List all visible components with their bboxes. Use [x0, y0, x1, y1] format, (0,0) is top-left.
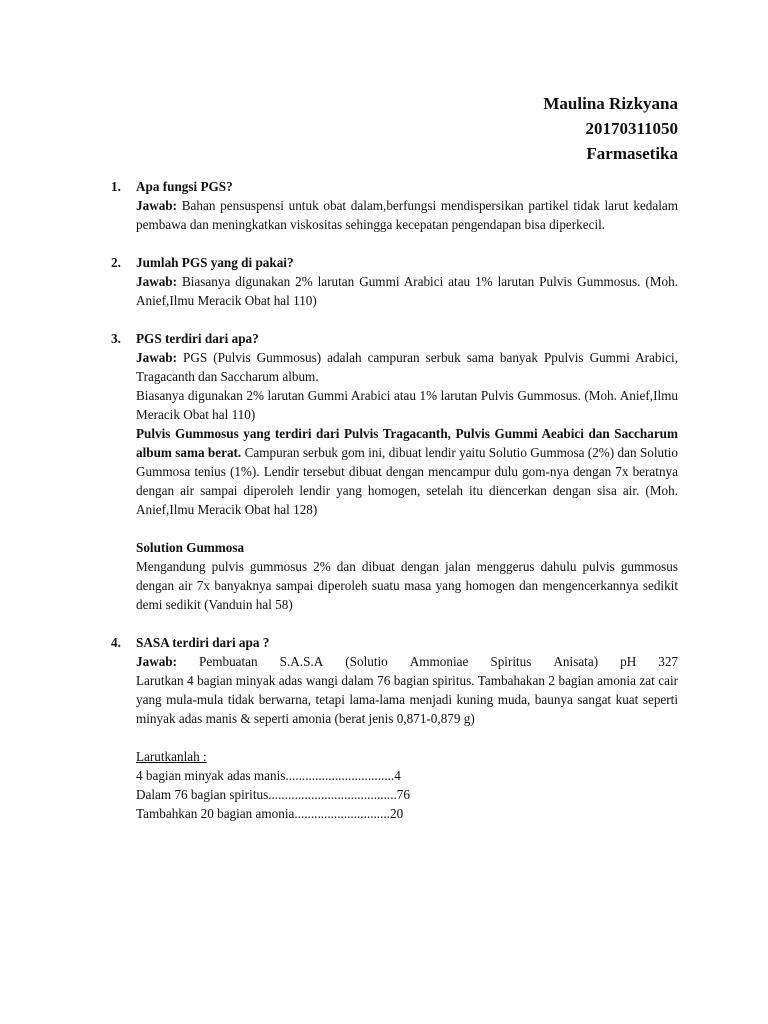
question-number: 2.: [111, 255, 121, 270]
answer-text: Bahan pensuspensi untuk obat dalam,berfungsi mendispersikan partikel tidak larut kedalam pembawa dan meningkatkan viskositas sehingga kecepatan pengendapan bisa diperkecil.: [136, 198, 678, 232]
sub-paragraph: Mengandung pulvis gummosus 2% dan dibuat dengan jalan menggerus dahulu pulvis gummosus dengan air 7x banyaknya sampai diperoleh suatu masa yang homogen dan mengencerkannya sedikit demi sedikit (Vanduin hal 58): [136, 559, 678, 612]
question-number: 1.: [111, 179, 121, 194]
answer-paragraph-2: Biasanya digunakan 2% larutan Gummi Arabici atau 1% larutan Pulvis Gummosus. (Moh. Anief,Ilmu Meracik Obat hal 110): [136, 388, 678, 422]
answer-label: Jawab:: [136, 274, 178, 289]
answer-word: 327: [658, 654, 678, 669]
answer-word: Anisata): [553, 654, 599, 669]
question-title: SASA terdiri dari apa ?: [136, 635, 270, 650]
answer-paragraph: [136, 272, 678, 310]
answer-label: Jawab:: [136, 350, 178, 365]
answer-word: pH: [620, 654, 637, 669]
answer-text: PGS (Pulvis Gummosus) adalah campuran serbuk sama banyak Ppulvis Gummi Arabici, Tragacanth dan Saccharum album.: [136, 350, 678, 384]
answer-word: (Solutio: [345, 654, 388, 669]
answer-first-line: [136, 652, 678, 671]
answer-paragraph: [136, 348, 678, 386]
answer-paragraph: [136, 196, 678, 234]
question-number: 4.: [111, 635, 121, 650]
sub-heading: Solution Gummosa: [136, 540, 245, 555]
answer-label: Jawab:: [136, 198, 178, 213]
ingredient-line: 4 bagian minyak adas manis.................................4: [136, 768, 401, 783]
instruction-label: Larutkanlah :: [136, 749, 207, 764]
author-header: [543, 91, 678, 166]
question-title: Apa fungsi PGS?: [136, 179, 233, 194]
answer-word: Pembuatan: [199, 654, 258, 669]
answer-word: Ammoniae: [409, 654, 469, 669]
answer-text: Biasanya digunakan 2% larutan Gummi Arabici atau 1% larutan Pulvis Gummosus. (Moh. Anief,Ilmu Meracik Obat hal 110): [136, 274, 678, 308]
question-2: [104, 253, 678, 310]
answer-word: Spiritus: [490, 654, 532, 669]
bold-statement: Pulvis Gummosus yang terdiri dari Pulvis Tragacanth, Pulvis Gummi Aeabici dan Saccharum album sama berat.: [136, 426, 678, 460]
answer-paragraph-3: [136, 424, 678, 519]
question-1: [104, 177, 678, 234]
question-number: 3.: [111, 331, 121, 346]
answer-paragraph: Larutkan 4 bagian minyak adas wangi dalam 76 bagian spiritus. Tambahakan 2 bagian amonia zat cair yang mula-mula tidak berwarna, tetapi lama-lama menjadi kuning muda, baunya sangat kuat seperti minyak adas manis & seperti amonia (berat jenis 0,871-0,879 g): [136, 673, 678, 726]
answer-label: Jawab:: [136, 654, 178, 669]
ingredient-line: Dalam 76 bagian spiritus.......................................76: [136, 787, 410, 802]
question-title: PGS terdiri dari apa?: [136, 331, 259, 346]
question-4: [104, 633, 678, 823]
course-name: Farmasetika: [586, 144, 678, 163]
answer-word: S.A.S.A: [279, 654, 324, 669]
student-id: 20170311050: [585, 119, 678, 138]
ingredient-line: Tambahkan 20 bagian amonia.............................20: [136, 806, 404, 821]
question-title: Jumlah PGS yang di pakai?: [136, 255, 294, 270]
author-name: Maulina Rizkyana: [543, 94, 678, 113]
question-3: [104, 329, 678, 614]
answer-text: Campuran serbuk gom ini, dibuat lendir yaitu Solutio Gummosa (2%) dan Solutio Gummosa tenius (1%). Lendir tersebut dibuat dengan mencampur dulu gom-nya dengan 7x beratnya dengan air sampai diperoleh lendir yang homogen, setelah itu diencerkan dengan sisa air. (Moh. Anief,Ilmu Meracik Obat hal 128): [136, 445, 678, 517]
question-list: [104, 177, 678, 842]
